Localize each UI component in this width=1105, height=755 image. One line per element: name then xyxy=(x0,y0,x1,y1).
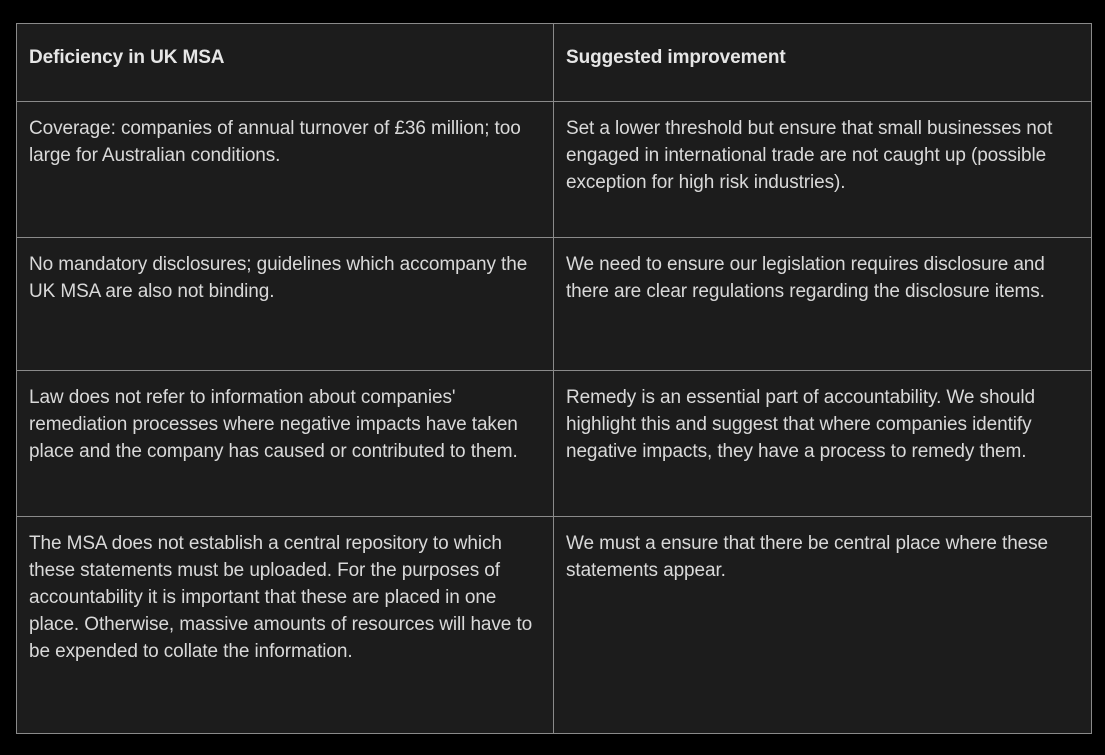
improvement-cell: Remedy is an essential part of accountability. We should highlight this and suggest that where companies identify negative impacts, they have a process to remedy them. xyxy=(554,371,1092,517)
comparison-table-container xyxy=(16,23,1091,733)
header-suggested-improvement: Suggested improvement xyxy=(554,24,1092,102)
table-row xyxy=(17,517,1092,734)
deficiency-cell: No mandatory disclosures; guidelines which accompany the UK MSA are also not binding. xyxy=(17,238,554,371)
improvement-cell: We need to ensure our legislation requires disclosure and there are clear regulations regarding the disclosure items. xyxy=(554,238,1092,371)
table-row xyxy=(17,102,1092,238)
table-header-row xyxy=(17,24,1092,102)
improvement-cell: We must a ensure that there be central place where these statements appear. xyxy=(554,517,1092,734)
deficiency-cell: Law does not refer to information about companies' remediation processes where negative impacts have taken place and the company has caused or contributed to them. xyxy=(17,371,554,517)
improvement-cell: Set a lower threshold but ensure that small businesses not engaged in international trade are not caught up (possible exception for high risk industries). xyxy=(554,102,1092,238)
header-deficiency: Deficiency in UK MSA xyxy=(17,24,554,102)
table-row xyxy=(17,238,1092,371)
deficiency-cell: Coverage: companies of annual turnover of £36 million; too large for Australian conditions. xyxy=(17,102,554,238)
table-row xyxy=(17,371,1092,517)
msa-comparison-table xyxy=(16,23,1092,734)
deficiency-cell: The MSA does not establish a central repository to which these statements must be uploaded. For the purposes of accountability it is important that these are placed in one place. Otherwise, massive amounts of resources will have to be expended to collate the information. xyxy=(17,517,554,734)
